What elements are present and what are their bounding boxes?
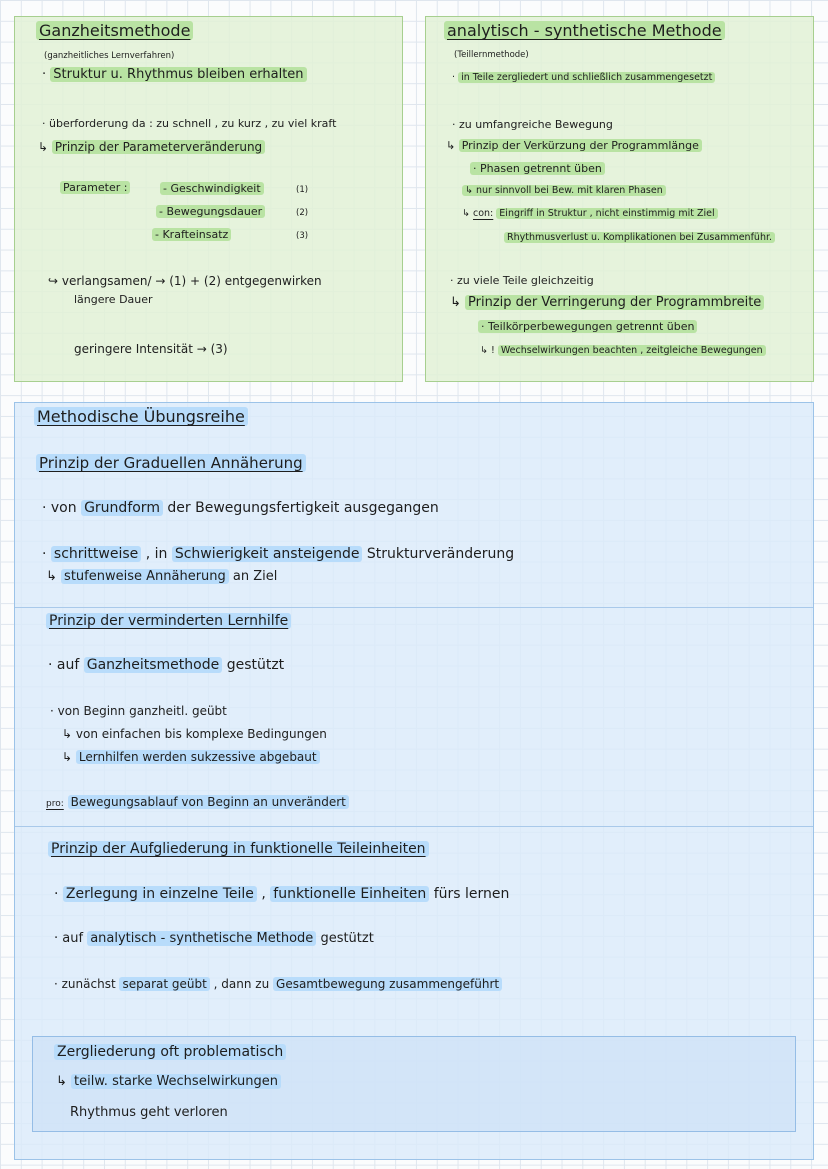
section-3-title: Prinzip der Aufgliederung in funktionelle Teileinheiten [48, 841, 429, 857]
s3-line-3: · zunächst separat geübt , dann zu Gesamtbewegung zusammengeführt [54, 978, 502, 992]
uebungsreihe-title: Methodische Übungsreihe [34, 408, 248, 426]
problem-line-3: Rhythmus geht verloren [70, 1105, 228, 1120]
s2-line-3: ↳ von einfachen bis komplexe Bedingungen [62, 727, 327, 741]
param-1-num: (1) [296, 185, 309, 195]
analytisch-title: analytisch - synthetische Methode [444, 22, 725, 40]
ganzheit-line-2: · überforderung da : zu schnell , zu kurz , zu viel kraft [42, 117, 337, 130]
param-2-num: (2) [296, 208, 309, 218]
s2-line-1: · auf Ganzheitsmethode gestützt [48, 657, 285, 673]
s3-line-2: · auf analytisch - synthetische Methode gestützt [54, 931, 374, 946]
s1-line-3: ↳ stufenweise Annäherung an Ziel [46, 569, 278, 584]
ganzheit-line-6: geringere Intensität → (3) [74, 342, 228, 356]
param-1: - Geschwindigkeit [160, 183, 264, 196]
ganzheit-subtitle: (ganzheitliches Lernverfahren) [44, 51, 175, 61]
section-2-title: Prinzip der verminderten Lernhilfe [46, 613, 291, 629]
problem-line-2: ↳ teilw. starke Wechselwirkungen [56, 1075, 281, 1090]
section-divider-1 [15, 607, 813, 608]
s1-line-1: · von Grundform der Bewegungsfertigkeit ausgegangen [42, 500, 439, 516]
param-3: - Krafteinsatz [152, 229, 231, 242]
s3-line-1: · Zerlegung in einzelne Teile , funktionelle Einheiten fürs lernen [54, 886, 510, 902]
param-3-num: (3) [296, 231, 309, 241]
analytisch-line-3: ↳ Prinzip der Verkürzung der Programmlänge [446, 140, 702, 153]
param-label: Parameter : [60, 182, 130, 195]
param-2: - Bewegungsdauer [156, 206, 265, 219]
s2-line-2: · von Beginn ganzheitl. geübt [50, 704, 227, 718]
analytisch-line-10: · Teilkörperbewegungen getrennt üben [478, 321, 697, 334]
section-1-title: Prinzip der Graduellen Annäherung [36, 455, 306, 472]
analytisch-line-1: · in Teile zergliedert und schließlich zusammengesetzt [452, 73, 715, 84]
section-divider-2 [15, 826, 813, 827]
analytisch-line-6: ↳ con: Eingriff in Struktur , nicht einstimmig mit Ziel [462, 209, 718, 220]
analytisch-line-2: · zu umfangreiche Bewegung [452, 118, 613, 131]
ganzheit-title: Ganzheitsmethode [36, 22, 193, 40]
ganzheit-line-1: · Struktur u. Rhythmus bleiben erhalten [42, 68, 307, 83]
analytisch-line-5: ↳ nur sinnvoll bei Bew. mit klaren Phasen [462, 186, 666, 197]
analytisch-line-7: Rhythmusverlust u. Komplikationen bei Zusammenführ. [504, 233, 775, 244]
ganzheit-line-5: längere Dauer [74, 293, 153, 306]
analytisch-line-8: · zu viele Teile gleichzeitig [450, 274, 594, 287]
analytisch-line-9: ↳ Prinzip der Verringerung der Programmbreite [450, 296, 764, 311]
s1-line-2: · schrittweise , in Schwierigkeit ansteigende Strukturveränderung [42, 546, 515, 562]
analytisch-subtitle: (Teillernmethode) [454, 50, 529, 60]
s2-line-4: ↳ Lernhilfen werden sukzessive abgebaut [62, 751, 320, 765]
ganzheit-line-4: ↪ verlangsamen/ → (1) + (2) entgegenwirken [48, 274, 322, 288]
s2-line-5: pro: Bewegungsablauf von Beginn an unverändert [46, 796, 349, 810]
analytisch-line-11: ↳ ! Wechselwirkungen beachten , zeitgleiche Bewegungen [480, 346, 766, 357]
problem-line-1: Zergliederung oft problematisch [54, 1044, 286, 1060]
ganzheit-line-3: ↳ Prinzip der Parameterveränderung [38, 141, 265, 155]
analytisch-line-4: · Phasen getrennt üben [470, 163, 605, 176]
